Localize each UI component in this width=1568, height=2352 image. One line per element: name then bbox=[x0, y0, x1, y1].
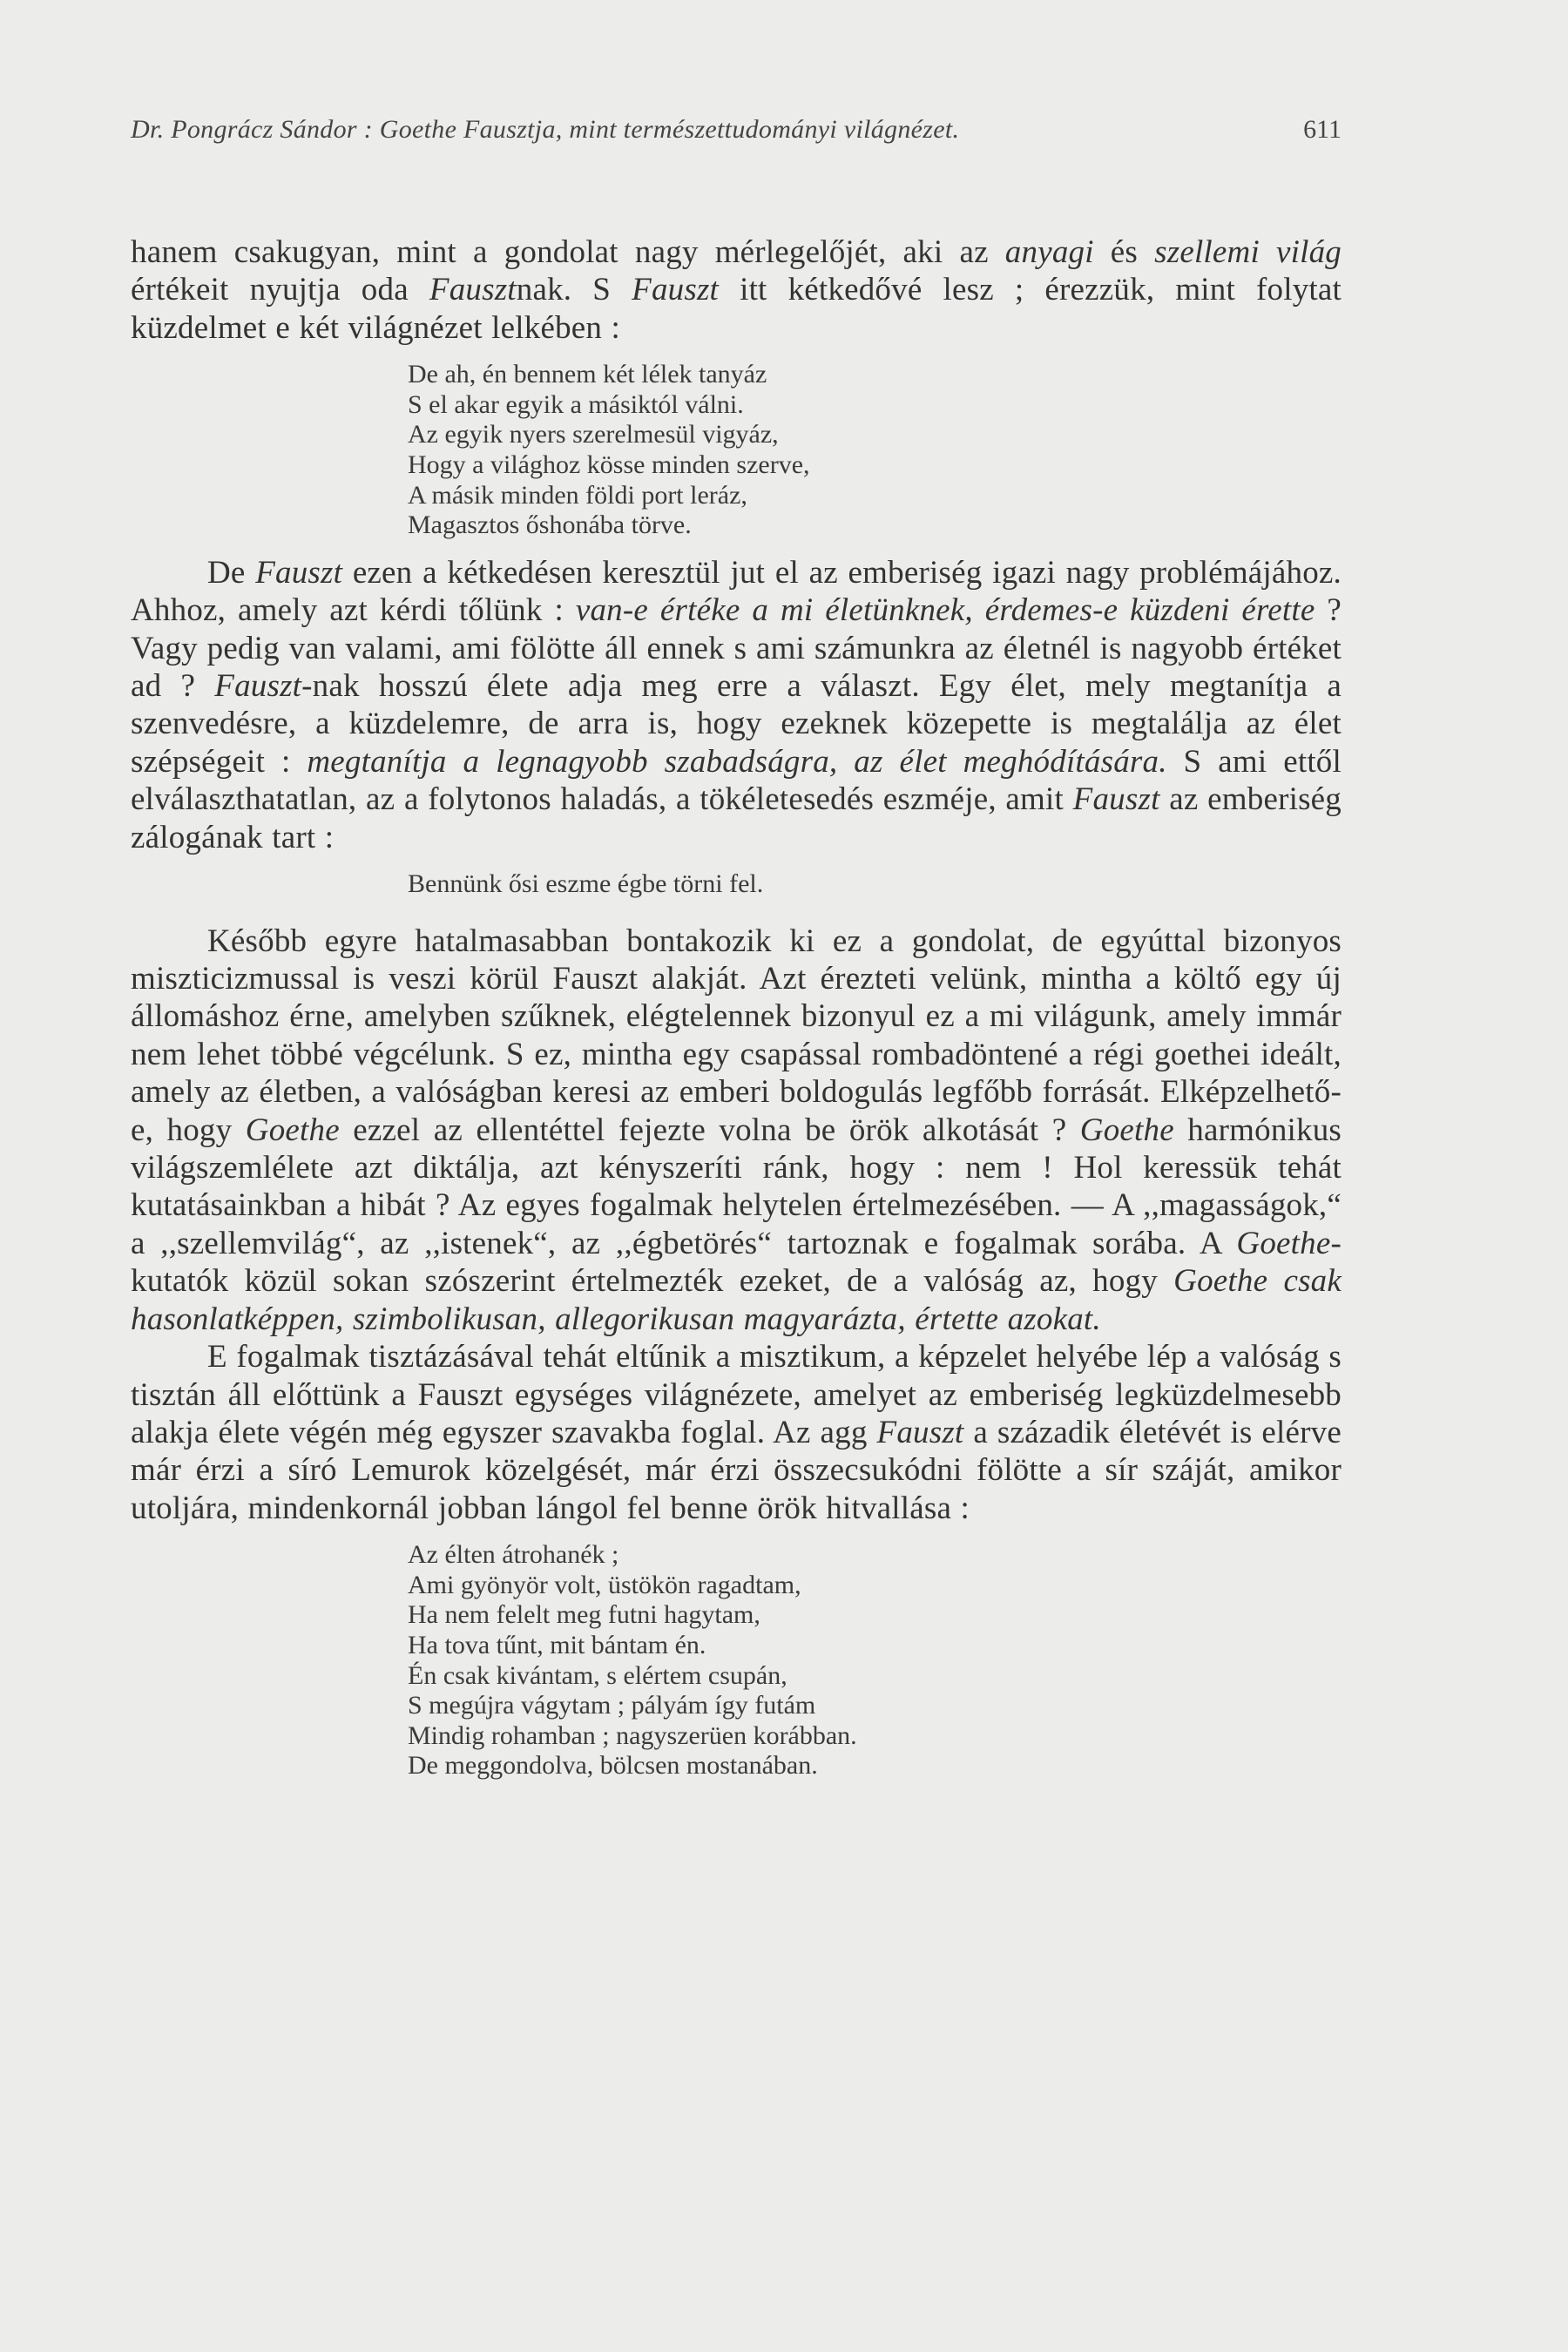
italic-run: megtanítja a legnagyobb szabadságra, az élet meghódítására. bbox=[307, 743, 1167, 780]
paragraph-4 bbox=[131, 1338, 1342, 1527]
page-body bbox=[131, 233, 1342, 1781]
text-run: az emberiség zálogának tart : bbox=[131, 781, 1342, 855]
verse-line: Az egyik nyers szerelmesül vigyáz, bbox=[408, 420, 779, 449]
text-run: a századik életévét is elérve már érzi a síró Lemurok közelgését, már érzi összecsukódni fölötte a sír száját, amikor utoljára, mindenkornál jobban lángol fel benne örök hitvallása : bbox=[131, 1414, 1342, 1526]
text-run: és bbox=[1093, 234, 1155, 270]
verse-line: S el akar egyik a másiktól válni. bbox=[408, 389, 744, 419]
text-run: -nak hosszú élete adja meg erre a választ. Egy élet, mely megtanítja a szenvedésre, a küzdelemre, de arra is, hogy ezeknek közepette is megtalálja az élet szépségeit : bbox=[131, 668, 1342, 780]
text-run: harmónikus világszemlélete azt diktálja, azt kényszeríti ránk, hogy : nem ! Hol keressük tehát kutatásainkban a hibát ? Az egyes fogalmak helytelen értelmezésében. — A ,,magasságok,“ a ,,szellemvilág“, az ,,istenek“, az ,,égbetörés“ tartoznak e fogalmak sorába. A bbox=[131, 1112, 1342, 1261]
italic-run: Fauszt bbox=[1072, 781, 1160, 818]
text-run: ezen a kétkedésen keresztül jut el az emberiség igazi nagy problémájához. Ahhoz, amely azt kérdi tőlünk : bbox=[131, 554, 1342, 629]
text-run: -kutatók közül sokan szószerint értelmezték ezeket, de a valóság az, hogy bbox=[131, 1225, 1342, 1300]
italic-run: Goethe bbox=[245, 1112, 340, 1148]
italic-run: Goethe bbox=[1079, 1112, 1174, 1148]
running-header bbox=[131, 115, 1342, 145]
verse-quote-2 bbox=[408, 869, 1342, 900]
paragraph-2 bbox=[131, 554, 1342, 856]
paragraph-1 bbox=[131, 233, 1342, 347]
italic-run: Fauszt bbox=[214, 668, 302, 704]
italic-run: Fauszt bbox=[632, 272, 720, 308]
verse-line: A másik minden földi port leráz, bbox=[408, 480, 747, 510]
paragraph-3 bbox=[131, 923, 1342, 1338]
verse-line: De meggondolva, bölcsen mostanában. bbox=[408, 1751, 818, 1781]
running-title: Dr. Pongrácz Sándor : Goethe Fausztja, mint természettudományi világnézet. bbox=[131, 115, 960, 144]
italic-run: Fauszt bbox=[876, 1414, 964, 1450]
text-run: hanem csakugyan, mint a gondolat nagy mérlegelőjét, aki az bbox=[131, 234, 1005, 270]
verse-line: Ha tova tűnt, mit bántam én. bbox=[408, 1630, 706, 1659]
verse-line: Magasztos őshonába törve. bbox=[408, 510, 692, 540]
text-run: De bbox=[207, 554, 256, 591]
italic-run: Fauszt bbox=[429, 272, 517, 308]
text-run: itt kétkedővé lesz ; érezzük, mint folytat küzdelmet e két világnézet lelkében : bbox=[131, 272, 1342, 346]
verse-line: Hogy a világhoz kösse minden szerve, bbox=[408, 450, 810, 479]
verse-quote-3 bbox=[408, 1540, 1342, 1781]
verse-line: Ha nem felelt meg futni hagytam, bbox=[408, 1600, 760, 1630]
italic-run: anyagi bbox=[1004, 234, 1094, 270]
text-run: Később egyre hatalmasabban bontakozik ki ez a gondolat, de egyúttal bizonyos miszticizmussal is veszi körül Fauszt alakját. Azt érezteti velünk, mintha a költő egy új állomáshoz érne, amelyben szűknek, elégtelennek bizonyul ez a mi világunk, amely immár nem lehet többé végcélunk. S ez, mintha egy csapással rombadöntené a régi goethei ideált, amely az életben, a valóságban keresi az emberi boldogulás legfőbb forrását. Elképzelhető-e, hogy bbox=[131, 923, 1342, 1148]
verse-line: S megújra vágytam ; pályám így futám bbox=[408, 1691, 816, 1720]
verse-line: Az élten átrohanék ; bbox=[408, 1540, 619, 1570]
italic-run: szellemi világ bbox=[1154, 234, 1342, 270]
verse-line: Én csak kivántam, s elértem csupán, bbox=[408, 1660, 787, 1690]
verse-line: De ah, én bennem két lélek tanyáz bbox=[408, 360, 767, 389]
verse-line: Mindig rohamban ; nagyszerüen korábban. bbox=[408, 1720, 857, 1750]
page-number: 611 bbox=[1303, 115, 1342, 144]
text-run: S ami ettől elválaszthatatlan, az a folytonos haladás, a tökéletesedés eszméje, amit bbox=[131, 743, 1342, 818]
text-run: ? Vagy pedig van valami, ami fölötte áll ennek s ami számunkra az életnél is nagyobb értéket ad ? bbox=[131, 592, 1342, 704]
italic-run: van-e értéke a mi életünknek, érdemes-e küzdeni érette bbox=[575, 592, 1315, 629]
italic-run: Fauszt bbox=[255, 554, 343, 591]
verse-quote-1 bbox=[408, 360, 1342, 541]
italic-run: Goethe bbox=[1236, 1225, 1331, 1261]
text-run: értékeit nyujtja oda bbox=[131, 272, 429, 308]
verse-line: Bennünk ősi eszme égbe törni fel. bbox=[408, 869, 764, 899]
text-run: E fogalmak tisztázásával tehát eltűnik a misztikum, a képzelet helyébe lép a valóság s tisztán áll előttünk a Fauszt egységes világnézete, amelyet az emberiség legküzdelmesebb alakja élete végén még egyszer szavakba foglal. Az agg bbox=[131, 1339, 1342, 1450]
italic-run: Goethe csak hasonlatképpen, szimbolikusan, allegorikusan magyarázta, értette azokat. bbox=[131, 1263, 1342, 1337]
verse-line: Ami gyönyör volt, üstökön ragadtam, bbox=[408, 1570, 801, 1599]
text-run: nak. S bbox=[516, 272, 632, 308]
text-run: ezzel az ellentéttel fejezte volna be örök alkotását ? bbox=[339, 1112, 1080, 1148]
